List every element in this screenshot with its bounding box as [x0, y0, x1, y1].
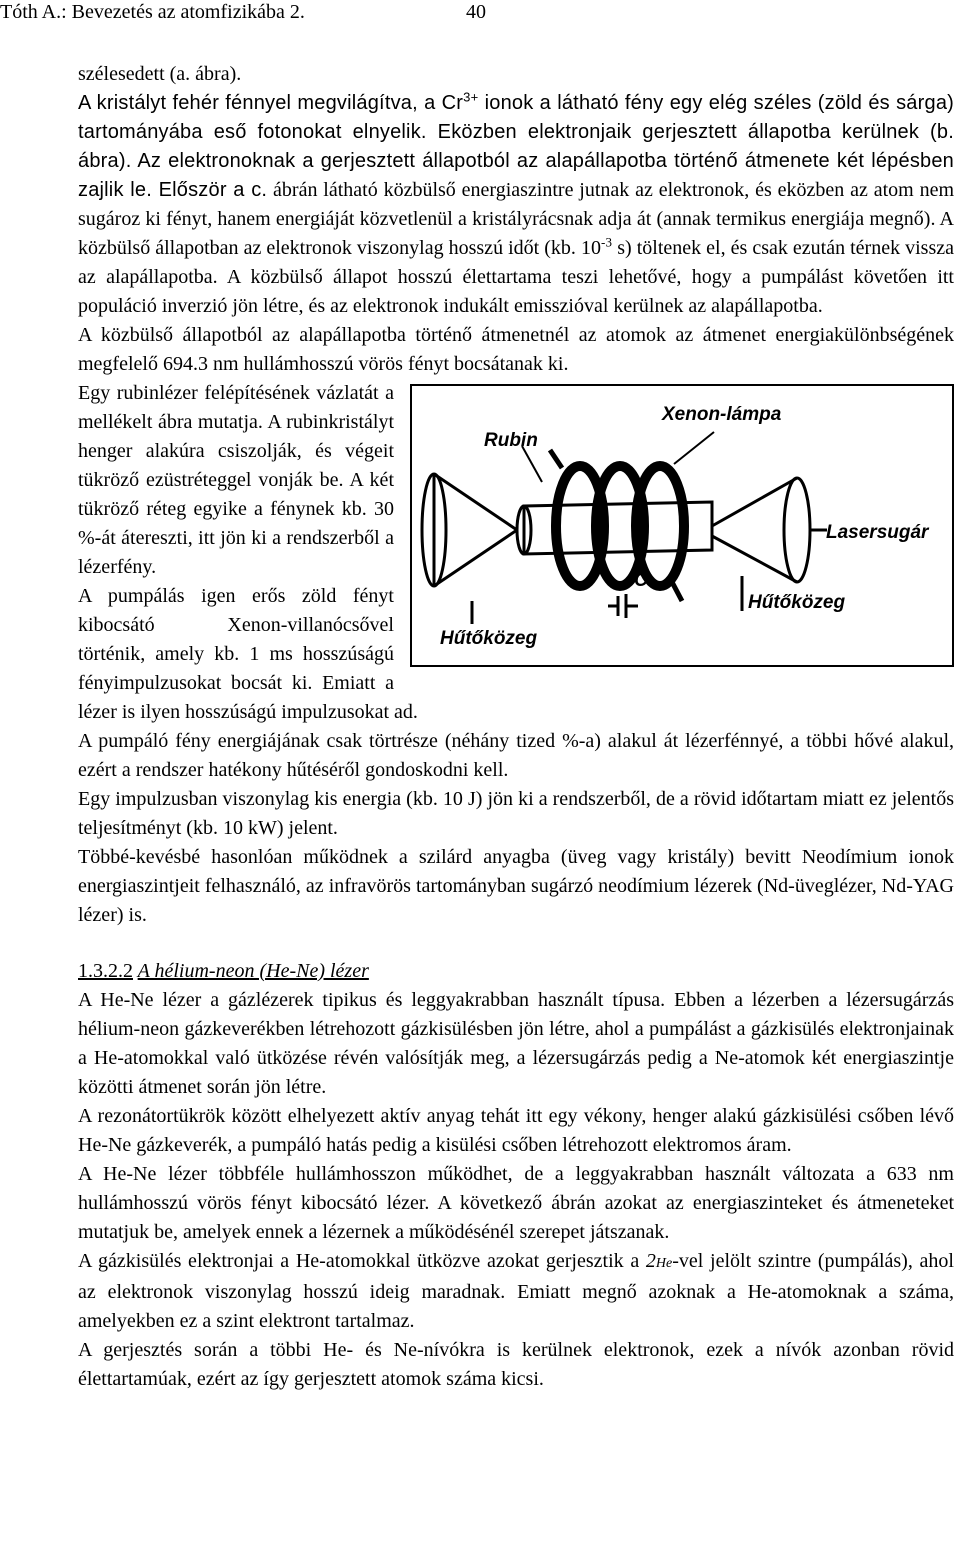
paragraph: A kristályt fehér fénnyel megvilágítva, a $Cr^{3+}$ ionok a látható fény egy elég széles (zöld és sárga) tartományába eső fotonokat elnyelik. Eközben elektronjaik gerjesztett állapotba kerülnek (b. ábra). Az elektronoknak a gerjesztett állapotból az alapállapotba történő átmenete két lépésben zajlik le. Először a c. ábrán látható közbülső energiaszintre jutnak az elektronok, és eközben az atom nem sugároz ki fényt, hanem energiáját közvetlenül a kristályrácsnak adja át (annak termikus energiája megnő). A közbülső állapotban az elektronok viszonylag hosszú időt (kb. $10^{-3}$ s) töltenek el, és csak ezután térnek vissza az alapállapotba. A közbülső állapot hosszú élettartama teszi lehetővé, hogy a pumpálást követően itt populáció inverzió jön létre, és az elektronok indukált emisszióval kerülnek az alapállapotba. [78, 89, 955, 317]
paragraph: A He-Ne lézer többféle hullámhosszon működhet, de a leggyakrabban használt változata a 633 nm hullámhosszú vörös fényt kibocsátó lézer. A következő ábrán azokat az energiaszinteket és átmeneteket mutatjuk be, amelyek ennek a lézernek a működésénél szerepet játszanak. [78, 1163, 954, 1243]
paragraph: A pumpálás igen erős zöld fényt kibocsátó Xenon-villanócsővel történik, amely kb. 1 ms hosszúságú fényimpulzusokat bocsát ki. Emiatt a lézer is ilyen hosszúságú impulzusokat ad. [78, 585, 418, 723]
paragraph: szélesedett (a. ábra). [78, 63, 242, 85]
capacitor [608, 594, 638, 618]
paragraph: A gázkisülés elektronjai a He-atomokkal ütközve azokat gerjesztik a 2He-vel jelölt szintre (pumpálás), ahol az elektronok viszonylag hosszú ideig maradnak. Emiatt megnő azoknak a He-atomoknak a száma, amelyekben ez a szint elektront tartalmaz. [78, 1250, 954, 1332]
paragraph: A gerjesztés során a többi He- és Ne-nívókra is kerülnek elektronok, ezek a nívók azonban rövid élettartamúak, ezért az így gerjesztett atomok száma kicsi. [78, 1339, 954, 1390]
paragraph: A rezonátortükrök között elhelyezett aktív anyag tehát itt egy vékony, henger alakú gázkisülési csőben lévő He-Ne gázkeverék, a pumpáló hatás pedig a kisülési csőben létrehozott elektromos áram. [78, 1105, 954, 1156]
paragraph: Egy rubinlézer felépítésének vázlatát a mellékelt ábra mutatja. A rubinkristályt henger alakúra csiszolják, és végeit tükröző ezüstréteggel vonják be. A két tükröző réteg egyike a fénynek kb. 30 %-át átereszti, itt jön ki a rendszerből a lézerfény. [78, 382, 394, 578]
label-coolant-left: Hűtőközeg [440, 628, 538, 649]
label-xenon-lamp: Xenon-lámpa [662, 404, 782, 425]
page-number: 40 [466, 1, 486, 23]
label-c: C [634, 570, 648, 591]
header-title: Tóth A.: Bevezetés az atomfizikába 2. [0, 1, 305, 23]
label-rubin: Rubin [484, 430, 538, 451]
label-coolant-right: Hűtőközeg [748, 592, 846, 613]
page-header [0, 0, 486, 24]
paragraph: Többé-kevésbé hasonlóan működnek a szilárd anyagba (üveg vagy kristály) bevitt Neodímium ionok energiaszintjeit felhasználó, az infravörös tartományban sugárzó neodímium lézerek (Nd-üveglézer, Nd-YAG lézer) is. [78, 846, 954, 926]
section-heading: 1.3.2.2 A hélium-neon (He-Ne) lézer [78, 960, 369, 982]
page-body [78, 60, 954, 1394]
paragraph: A pumpáló fény energiájának csak törtrésze (néhány tized %-a) alakul át lézerfénnyé, a többi hővé alakul, ezért a rendszer hatékony hűtéséről gondoskodni kell. [78, 730, 954, 781]
paragraph: A He-Ne lézer a gázlézerek tipikus és leggyakrabban használt típusa. Ebben a lézerben a lézersugárzás hélium-neon gázkeverékben létrehozott gázkisülésben jön létre, ahol a pumpálást a gázkisülés elektronjainak a He-atomokkal való ütközése révén valósítják meg, a lézersugárzás pedig a Ne-atomok két energiaszintje közötti átmenet során jön létre. [78, 989, 954, 1098]
paragraph: A közbülső állapotból az alapállapotba történő átmenetnél az atomok az átmenet energiakülönbségének megfelelő 694.3 nm hullámhosszú vörös fényt bocsátanak ki. [78, 324, 954, 375]
label-laser-beam: Lasersugár [826, 522, 929, 543]
ruby-laser-figure [410, 384, 954, 667]
paragraph: Egy impulzusban viszonylag kis energia (kb. 10 J) jön ki a rendszerből, de a rövid időtartam miatt ez jelentős teljesítményt (kb. 10 kW) jelent. [78, 788, 954, 839]
